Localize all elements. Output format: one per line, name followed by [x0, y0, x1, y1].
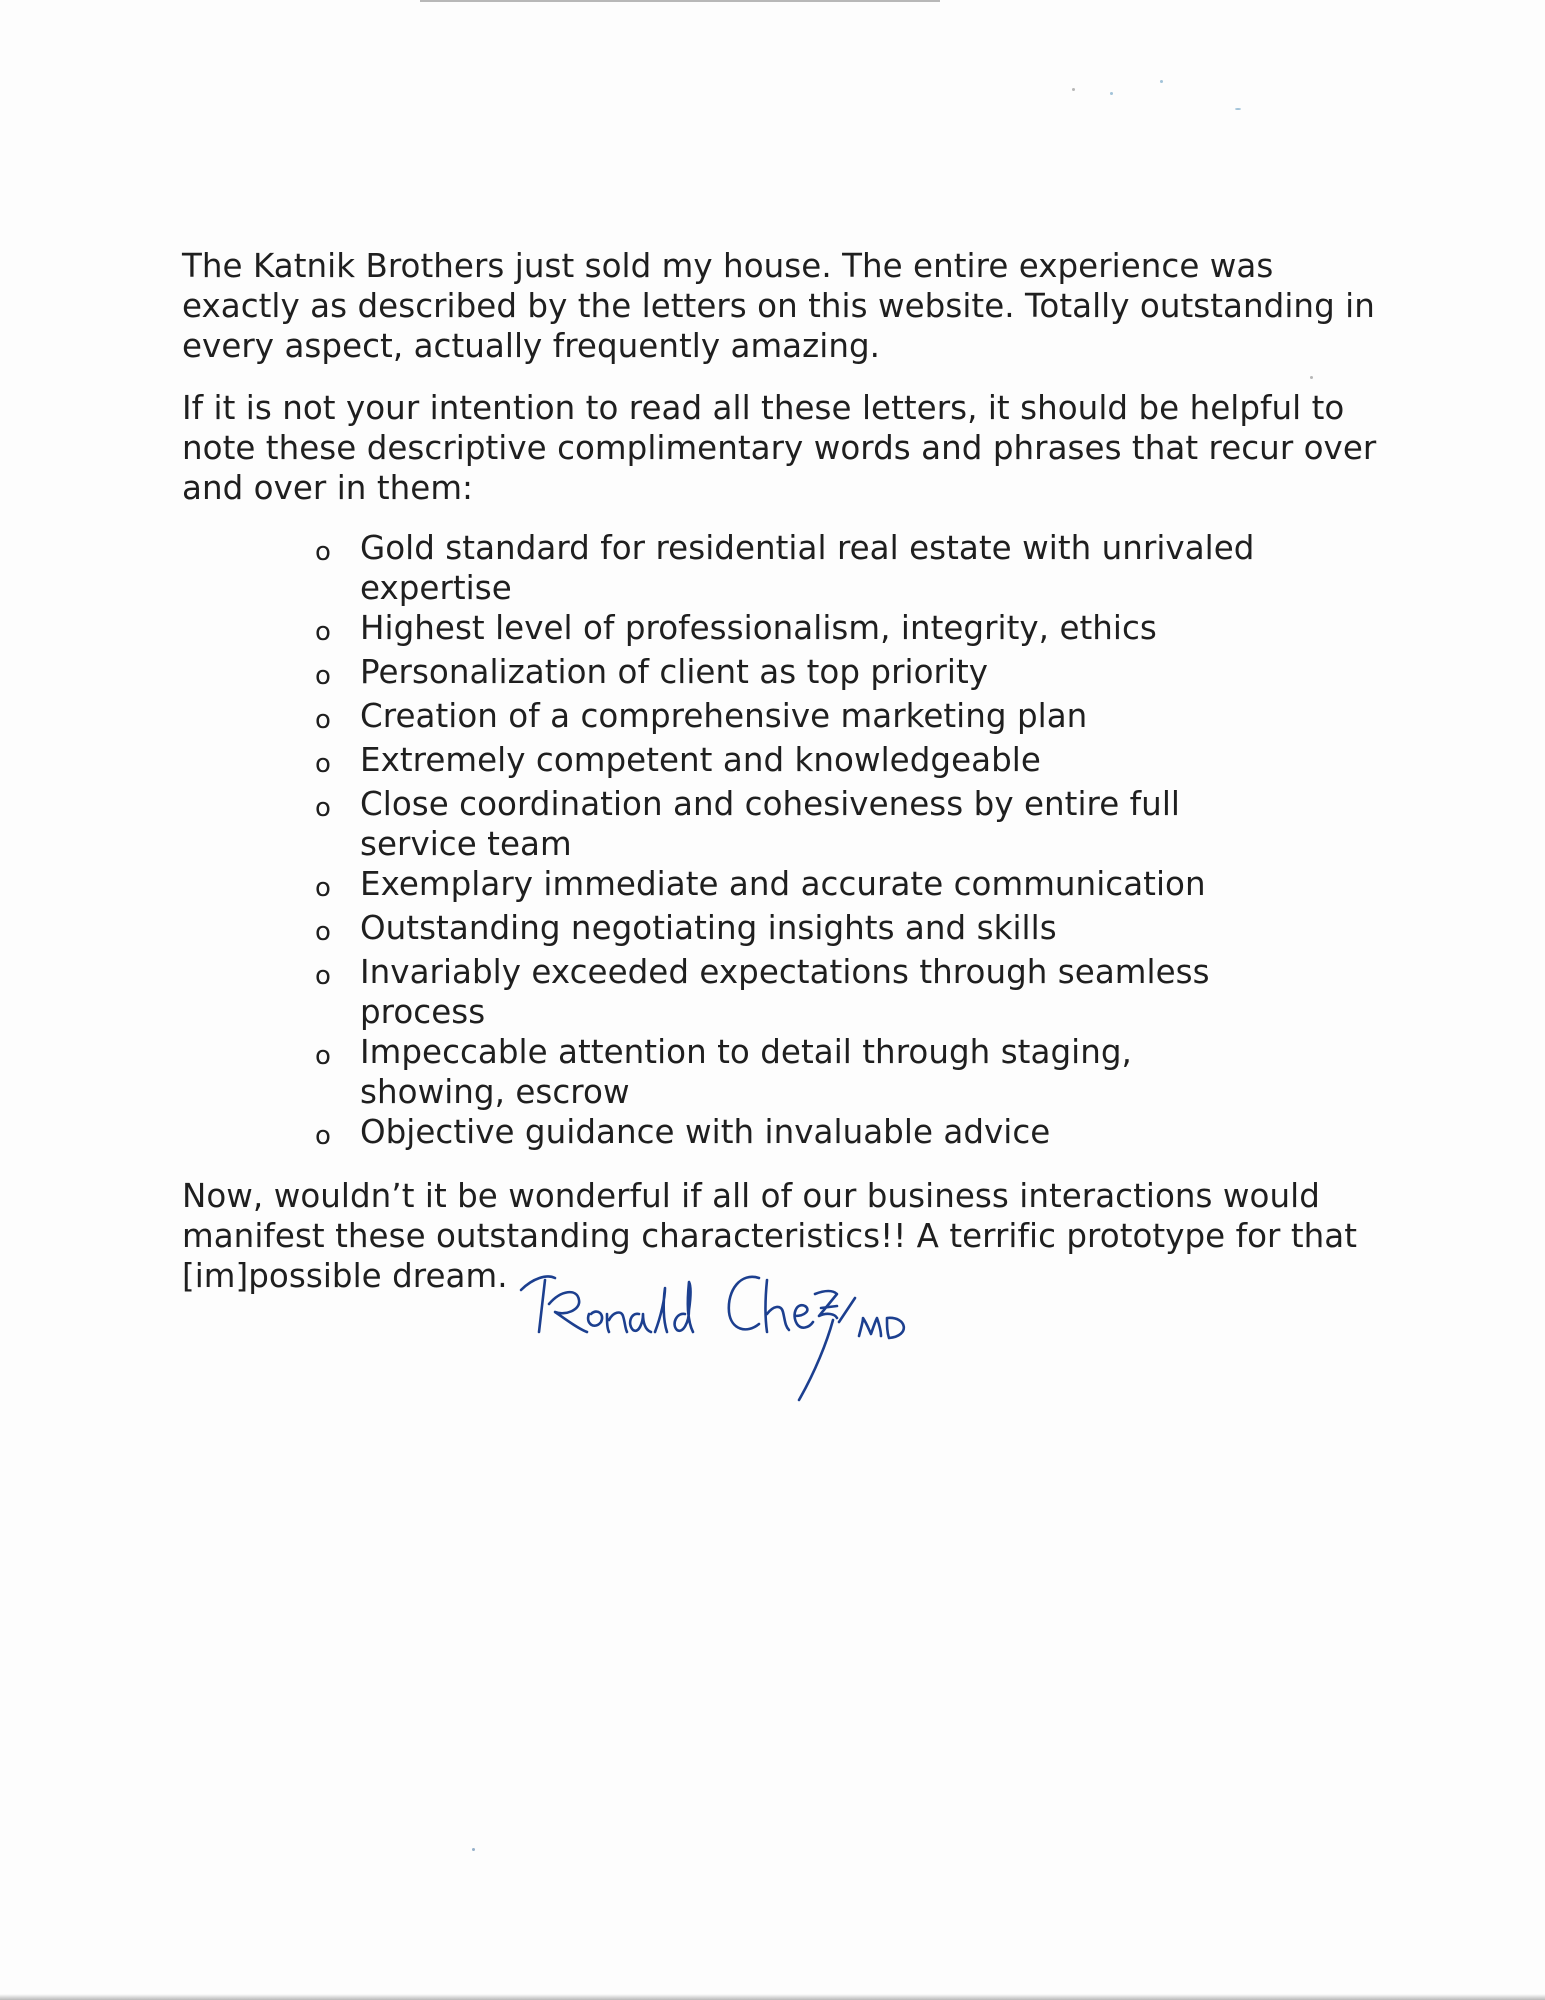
letter-body	[182, 246, 1382, 1296]
handwritten-signature	[515, 1250, 975, 1430]
list-item-text: Objective guidance with invaluable advice	[360, 1113, 1051, 1151]
list-item	[315, 528, 1382, 608]
list-item	[315, 1112, 1382, 1156]
scan-top-edge	[420, 0, 940, 2]
bullet-marker: o	[315, 1041, 331, 1071]
list-item-text: Invariably exceeded expectations through seamless process	[360, 953, 1210, 1031]
list-item	[315, 952, 1382, 1032]
bullet-marker: o	[315, 873, 331, 903]
list-item	[315, 784, 1382, 864]
list-item	[315, 652, 1382, 696]
paragraph-context: If it is not your intention to read all these letters, it should be helpful to note these descriptive complimentary words and phrases that recur over and over in them:	[182, 389, 1377, 507]
scan-speck	[1160, 80, 1163, 83]
list-item-text: Outstanding negotiating insights and skills	[360, 909, 1057, 947]
bullet-marker: o	[315, 661, 331, 691]
list-item-text: Personalization of client as top priority	[360, 653, 989, 691]
list-item-text: Creation of a comprehensive marketing plan	[360, 697, 1088, 735]
bullet-marker: o	[315, 537, 331, 567]
compliment-list	[182, 528, 1382, 1156]
list-item	[315, 864, 1382, 908]
bullet-marker: o	[315, 961, 331, 991]
bullet-marker: o	[315, 917, 331, 947]
list-item	[315, 740, 1382, 784]
paragraph-intro: The Katnik Brothers just sold my house. The entire experience was exactly as described by the letters on this website. Totally outstanding in every aspect, actually frequently amazing.	[182, 247, 1375, 365]
list-item-text: Extremely competent and knowledgeable	[360, 741, 1041, 779]
scan-bottom-edge	[0, 1994, 1545, 2000]
bullet-marker: o	[315, 749, 331, 779]
scan-speck	[1235, 108, 1241, 110]
bullet-marker: o	[315, 793, 331, 823]
list-item-text: Impeccable attention to detail through staging, showing, escrow	[360, 1033, 1132, 1111]
bullet-marker: o	[315, 617, 331, 647]
scan-speck	[472, 1848, 475, 1851]
list-item	[315, 1032, 1382, 1112]
scan-speck	[1110, 92, 1113, 95]
signature-strokes	[521, 1277, 904, 1401]
list-item	[315, 696, 1382, 740]
list-item	[315, 608, 1382, 652]
bullet-marker: o	[315, 705, 331, 735]
paragraph-closing: Now, wouldn’t it be wonderful if all of our business interactions would manifest these outstanding characteristics!! A terrific prototype for that [im]possible dream.	[182, 1177, 1358, 1295]
list-item	[315, 908, 1382, 952]
list-item-text: Gold standard for residential real estate with unrivaled expertise	[360, 529, 1255, 607]
list-item-text: Close coordination and cohesiveness by entire full service team	[360, 785, 1180, 863]
list-item-text: Highest level of professionalism, integrity, ethics	[360, 609, 1157, 647]
scan-speck	[1072, 88, 1075, 91]
bullet-marker: o	[315, 1121, 331, 1151]
list-item-text: Exemplary immediate and accurate communication	[360, 865, 1206, 903]
